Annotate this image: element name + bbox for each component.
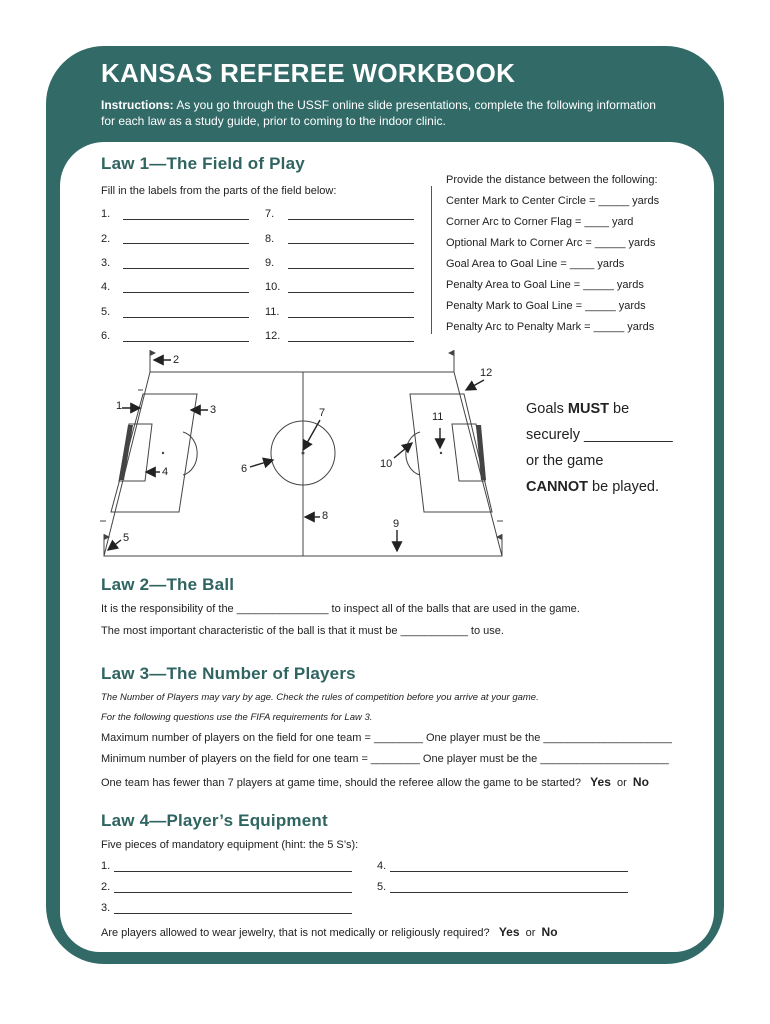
equipment-number: 2. (101, 881, 111, 893)
arrow-12 (466, 380, 484, 390)
equipment-number: 3. (101, 902, 111, 914)
distance-item[interactable]: Penalty Arc to Penalty Mark = _____ yards (446, 321, 655, 333)
law3-question-min[interactable]: Minimum number of players on the field for one team = ________ One player must be the _____________________ (101, 753, 669, 765)
diagram-label-11: 11 (432, 411, 444, 423)
law4-prompt: Five pieces of mandatory equipment (hint: the 5 S’s): (101, 839, 359, 851)
goals-line-4: CANNOT be played. (526, 479, 659, 495)
left-goal (119, 425, 133, 480)
flag (448, 350, 454, 356)
label-number: 7. (265, 208, 275, 220)
or-text: or (617, 777, 627, 789)
flag (150, 350, 156, 356)
diagram-label-8: 8 (322, 510, 329, 522)
arrow-7 (303, 420, 320, 450)
law4-jewelry-question: Are players allowed to wear jewelry, that is not medically or religiously required? Yes or No (101, 925, 558, 939)
label-number: 4. (101, 281, 111, 293)
diagram-label-5: 5 (123, 532, 130, 544)
goals-line-2[interactable]: securely ___________ (526, 427, 673, 443)
equipment-1-field[interactable] (114, 871, 352, 872)
penalty-mark (440, 452, 442, 454)
law3-heading: Law 3—The Number of Players (101, 664, 356, 683)
equipment-number: 1. (101, 860, 111, 872)
label-number: 1. (101, 208, 111, 220)
equipment-3-field[interactable] (114, 913, 352, 914)
arrow-5 (108, 540, 121, 550)
diagram-label-7: 7 (319, 407, 326, 419)
arrow-10 (394, 443, 412, 458)
diagram-label-9: 9 (393, 518, 400, 530)
diagram-label-10: 10 (380, 458, 393, 470)
law3-note-1: The Number of Players may vary by age. Check the rules of competition before you arrive at your game. (101, 692, 539, 703)
distance-item[interactable]: Penalty Mark to Goal Line = _____ yards (446, 300, 646, 312)
equipment-number: 4. (377, 860, 387, 872)
right-penalty-arc (406, 432, 420, 475)
label-number: 10. (265, 281, 281, 293)
goals-line-1: Goals MUST be (526, 401, 630, 417)
distance-item[interactable]: Goal Area to Goal Line = ____ yards (446, 258, 625, 270)
law3-question-max[interactable]: Maximum number of players on the field for one team = ________ One player must be the _____________________ (101, 732, 672, 744)
yes-option[interactable]: Yes (590, 775, 611, 789)
page-title: KANSAS REFEREE WORKBOOK (101, 58, 516, 88)
law1-fill-prompt: Fill in the labels from the parts of the field below: (101, 185, 337, 197)
distance-item[interactable]: Optional Mark to Corner Arc = _____ yards (446, 237, 656, 249)
law3-question-fewer: One team has fewer than 7 players at game time, should the referee allow the game to be started? Yes or No (101, 775, 649, 789)
label-number: 11. (265, 306, 280, 318)
law2-line-2[interactable]: The most important characteristic of the ball is that it must be ___________ to use. (101, 625, 504, 637)
diagram-label-2: 2 (173, 354, 180, 366)
distance-item[interactable]: Corner Arc to Corner Flag = ____ yard (446, 216, 634, 228)
law2-heading: Law 2—The Ball (101, 575, 235, 594)
equipment-number: 5. (377, 881, 387, 893)
law3-note-2: For the following questions use the FIFA requirements for Law 3. (101, 712, 373, 723)
penalty-mark (162, 452, 164, 454)
label-number: 2. (101, 233, 111, 245)
center-mark (302, 452, 305, 455)
distance-item[interactable]: Center Mark to Center Circle = _____ yards (446, 195, 660, 207)
arrow-6 (250, 460, 273, 467)
yes-option[interactable]: Yes (498, 925, 520, 939)
law1-heading: Law 1—The Field of Play (101, 154, 305, 173)
label-number: 8. (265, 233, 275, 245)
equipment-4-field[interactable] (390, 871, 628, 872)
equipment-5-field[interactable] (390, 892, 628, 893)
goals-line-3: or the game (526, 453, 604, 469)
equipment-2-field[interactable] (114, 892, 352, 893)
instructions-text: As you go through the USSF online slide presentations, complete the following information for each law as a study guide, prior to coming to the indoor clinic. (101, 98, 656, 128)
diagram-label-3: 3 (210, 404, 217, 416)
distance-prompt: Provide the distance between the following: (446, 174, 658, 186)
law4-heading: Law 4—Player’s Equipment (101, 811, 328, 830)
diagram-label-1: 1 (116, 400, 123, 412)
instructions-label: Instructions: (101, 98, 174, 112)
diagram-label-6: 6 (241, 463, 248, 475)
label-number: 12. (265, 330, 281, 342)
label-number: 9. (265, 257, 275, 269)
label-number: 3. (101, 257, 111, 269)
no-option[interactable]: No (632, 775, 649, 789)
goals-note (526, 396, 706, 500)
label-number: 5. (101, 306, 111, 318)
diagram-label-12: 12 (480, 367, 493, 379)
distance-item[interactable]: Penalty Area to Goal Line = _____ yards (446, 279, 644, 291)
no-option[interactable]: No (541, 925, 558, 939)
or-text: or (525, 927, 536, 939)
law2-line-1[interactable]: It is the responsibility of the _______________ to inspect all of the balls that are used in the game. (101, 603, 580, 615)
diagram-label-4: 4 (162, 466, 169, 478)
label-number: 6. (101, 330, 111, 342)
